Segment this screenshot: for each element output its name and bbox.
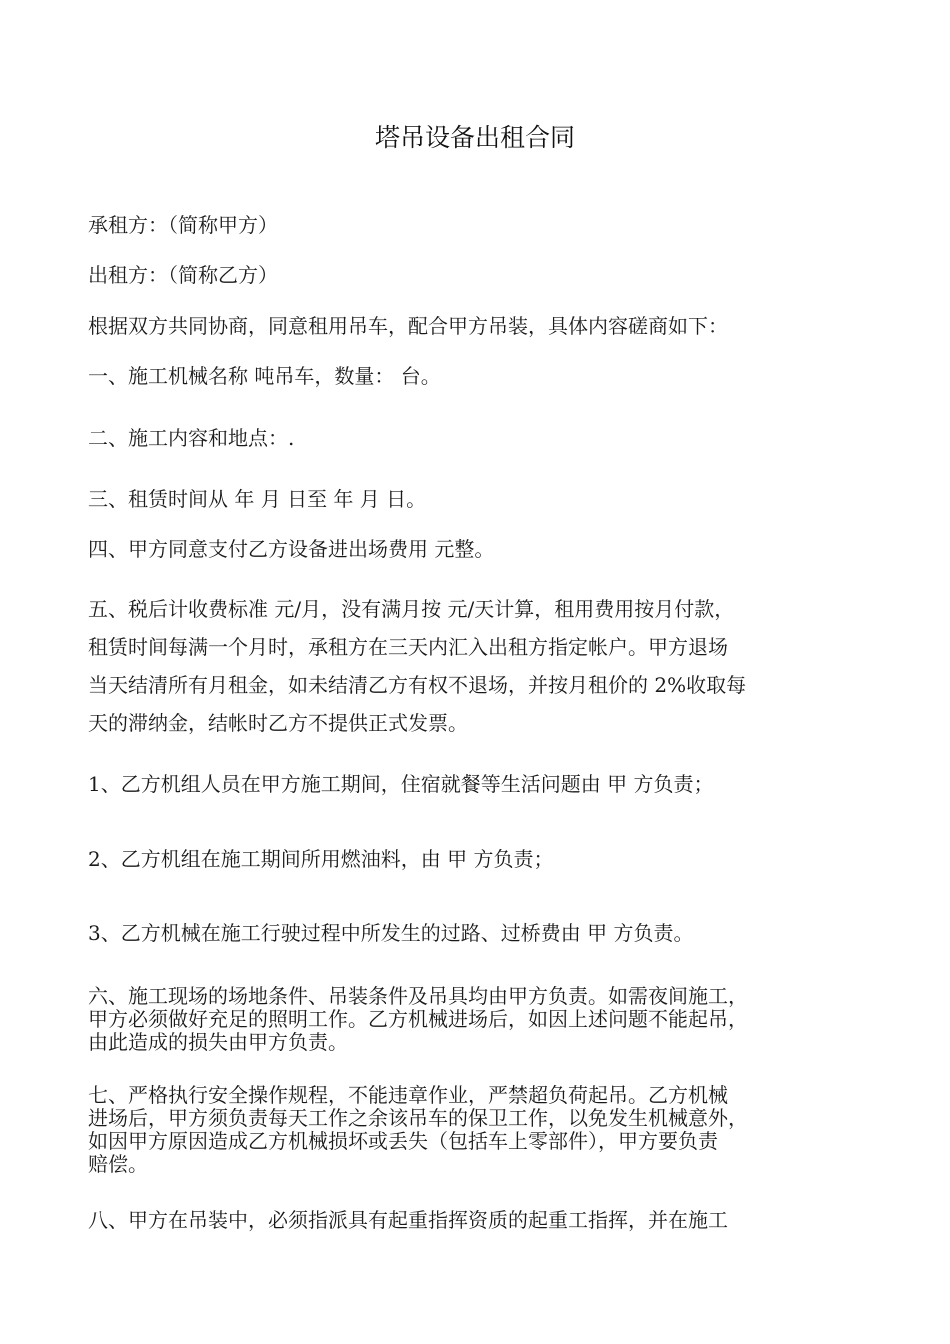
clause-3: 三、租赁时间从 年 月 日至 年 月 日。 bbox=[88, 487, 427, 511]
clause-8: 八、甲方在吊装中，必须指派具有起重指挥资质的起重工指挥，并在施工 bbox=[88, 1208, 728, 1232]
clause-7-line: 进场后，甲方须负责每天工作之余该吊车的保卫工作，以免发生机械意外， bbox=[88, 1106, 748, 1130]
clause-6-line: 六、施工现场的场地条件、吊装条件及吊具均由甲方负责。如需夜间施工， bbox=[88, 984, 748, 1008]
clause-2: 二、施工内容和地点：. bbox=[88, 426, 295, 450]
clause-7-line: 赔偿。 bbox=[88, 1152, 148, 1176]
item-2: 2、乙方机组在施工期间所用燃油料，由 甲 方负责； bbox=[88, 847, 554, 871]
document-title: 塔吊设备出租合同 bbox=[374, 123, 575, 152]
clause-7-line: 七、严格执行安全操作规程，不能违章作业，严禁超负荷起吊。乙方机械 bbox=[88, 1083, 728, 1107]
intro-line: 根据双方共同协商，同意租用吊车，配合甲方吊装，具体内容磋商如下： bbox=[88, 314, 728, 338]
clause-5-line: 天的滞纳金，结帐时乙方不提供正式发票。 bbox=[88, 711, 468, 735]
clause-6-line: 甲方必须做好充足的照明工作。乙方机械进场后，如因上述问题不能起吊， bbox=[88, 1007, 748, 1031]
item-3: 3、乙方机械在施工行驶过程中所发生的过路、过桥费由 甲 方负责。 bbox=[88, 921, 694, 945]
lessee-line: 承租方：（简称甲方） bbox=[88, 213, 278, 237]
clause-5-line: 当天结清所有月租金，如未结清乙方有权不退场，并按月租价的 2%收取每 bbox=[88, 673, 747, 697]
clause-1: 一、施工机械名称 吨吊车，数量： 台。 bbox=[88, 364, 441, 388]
clause-6 bbox=[88, 985, 878, 1054]
clause-5 bbox=[88, 590, 878, 742]
clause-4: 四、甲方同意支付乙方设备进出场费用 元整。 bbox=[88, 537, 495, 561]
clause-5-line: 租赁时间每满一个月时，承租方在三天内汇入出租方指定帐户。甲方退场 bbox=[88, 635, 728, 659]
clause-7 bbox=[88, 1084, 878, 1176]
lessor-line: 出租方：（简称乙方） bbox=[88, 263, 278, 287]
clause-6-line: 由此造成的损失由甲方负责。 bbox=[88, 1030, 348, 1054]
item-1: 1、乙方机组人员在甲方施工期间，住宿就餐等生活问题由 甲 方负责； bbox=[88, 772, 714, 796]
clause-5-line: 五、税后计收费标准 元/月，没有满月按 元/天计算，租用费用按月付款， bbox=[88, 597, 735, 621]
clause-7-line: 如因甲方原因造成乙方机械损坏或丢失（包括车上零部件），甲方要负责 bbox=[88, 1129, 718, 1153]
